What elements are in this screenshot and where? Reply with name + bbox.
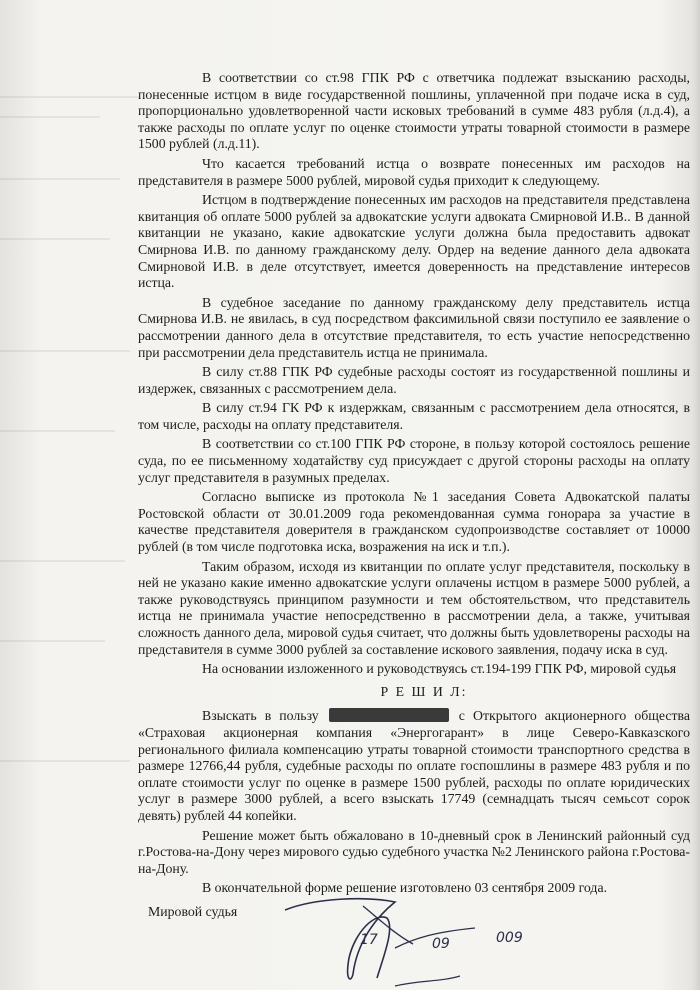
- handwritten-month: 09: [432, 936, 450, 952]
- handwritten-year: 009: [496, 930, 523, 946]
- final-form-paragraph: В окончательной форме решение изготовлено 03 сентября 2009 года.: [202, 880, 608, 896]
- bleed-through-line: [0, 178, 120, 180]
- paper-edge-shadow: [692, 0, 700, 990]
- bleed-through-line: [0, 430, 115, 432]
- decision-prefix: Взыскать в пользу: [202, 708, 319, 724]
- handwritten-date: [360, 928, 540, 988]
- document-body: [138, 70, 690, 897]
- handwritten-day: 17: [360, 932, 378, 948]
- redacted-name: [329, 708, 449, 722]
- bleed-through-line: [0, 640, 105, 642]
- decision-paragraph: [138, 708, 690, 824]
- bleed-through-line: [0, 238, 110, 240]
- judge-label: Мировой судья: [148, 904, 238, 919]
- paragraph-article-88: В силу ст.88 ГПК РФ судебные расходы состоят из государственной пошлины и издержек, связанных с рассмотрением дела.: [138, 364, 690, 396]
- decision-body: с Открытого акционерного общества «Страховая акционерная компания «Энергогарант» в лице Северо-Кавказского регионального филиала компенсацию утраты товарной стоимости транспортного средства в размере 12766,44 рубля, судебные расходы по оплате госпошлины в размере 483 рубля и по оплате стоимости услуг по оценке в размере 1500 рублей, расходы по оплате юридических услуг в размере 3000 рублей, а всего взыскать 17749 (семнадцать тысяч семьсот сорок девять) рублей 44 копейки.: [138, 708, 690, 823]
- paragraph-representative-claim: Что касается требований истца о возврате понесенных им расходов на представителя в размере 5000 рублей, мировой судья приходит к следующему.: [138, 155, 690, 188]
- bleed-through-line: [0, 350, 130, 352]
- bleed-through-line: [0, 96, 140, 98]
- bleed-through-line: [0, 760, 130, 762]
- bleed-through-line: [0, 116, 100, 118]
- paragraph-receipt: Истцом в подтверждение понесенных им расходов на представителя представлена квитанция об оплате 5000 рублей за адвокатские услуги адвоката Смирновой И.В.. В данной квитанции не указано, какие адвокатские услуги должна была предоставить адвокат Смирнова И.В. по данному гражданскому делу. Ордер на ведение данного дела адвоката Смирновой И.В. в деле отсутствует, имеется доверенность на представление интересов истца.: [138, 192, 690, 291]
- paragraph-bar-protocol: Согласно выписке из протокола №1 заседания Совета Адвокатской палаты Ростовской области от 30.01.2009 года рекомендованная сумма гонорара за участие в качестве представителя доверителя в гражданском судопроизводстве составляет от 10000 рублей (в том числе подготовка иска, возражения на иск и т.п.).: [138, 489, 690, 555]
- paragraph-article-94: В силу ст.94 ГК РФ к издержкам, связанным с рассмотрением дела относятся, в том числе, расходы на оплату представителя.: [138, 400, 690, 432]
- closing-line: На основании изложенного и руководствуясь ст.194-199 ГПК РФ, мировой судья: [202, 661, 677, 677]
- paragraph-conclusion: Таким образом, исходя из квитанции по оплате услуг представителя, поскольку в ней не указано какие именно адвокатские услуги оплачены истцом в размере 5000 рублей, а также руководствуясь принципом разумности и тем обстоятельством, что представитель истца не принимала участие непосредственно в рассмотрении дела, а также, учитывая сложность данного дела, мировой судья считает, что должны быть удовлетворены расходы на представителя в сумме 3000 рублей за составление искового заявления, подачу иска в суд.: [138, 558, 690, 657]
- paragraph-article-100: В соответствии со ст.100 ГПК РФ стороне, в пользу которой состоялось решение суда, по ее письменному ходатайству суд присуждает с другой стороны расходы на оплату услуг представителя в разумных пределах.: [138, 436, 690, 485]
- appeal-paragraph: Решение может быть обжаловано в 10-дневный срок в Ленинский районный суд г.Ростова-на-Дону через мирового судью судебного участка №2 Ленинского района г.Ростова-на-Дону.: [138, 827, 690, 876]
- paragraph-hearing: В судебное заседание по данному гражданскому делу представитель истца Смирнова И.В. не явилась, в суд посредством факсимильной связи поступило ее заявление о рассмотрении данного дела в отсутствие представителя, то есть участие непосредственно при рассмотрении дела представитель истца не принимала.: [138, 294, 690, 360]
- decision-title: Р Е Ш И Л:: [380, 683, 468, 699]
- paragraph-costs-recovery: В соответствии со ст.98 ГПК РФ с ответчика подлежат взысканию расходы, понесенные истцом в виде государственной пошлины, уплаченной при подаче иска в суд, пропорционально удовлетворенной части исковых требований в сумме 483 рубля (л.д.4), а также расходы по оплате услуг по оценке стоимости утраты товарной стоимости в размере 1500 рублей (л.д.11).: [138, 70, 690, 152]
- bleed-through-line: [0, 560, 125, 562]
